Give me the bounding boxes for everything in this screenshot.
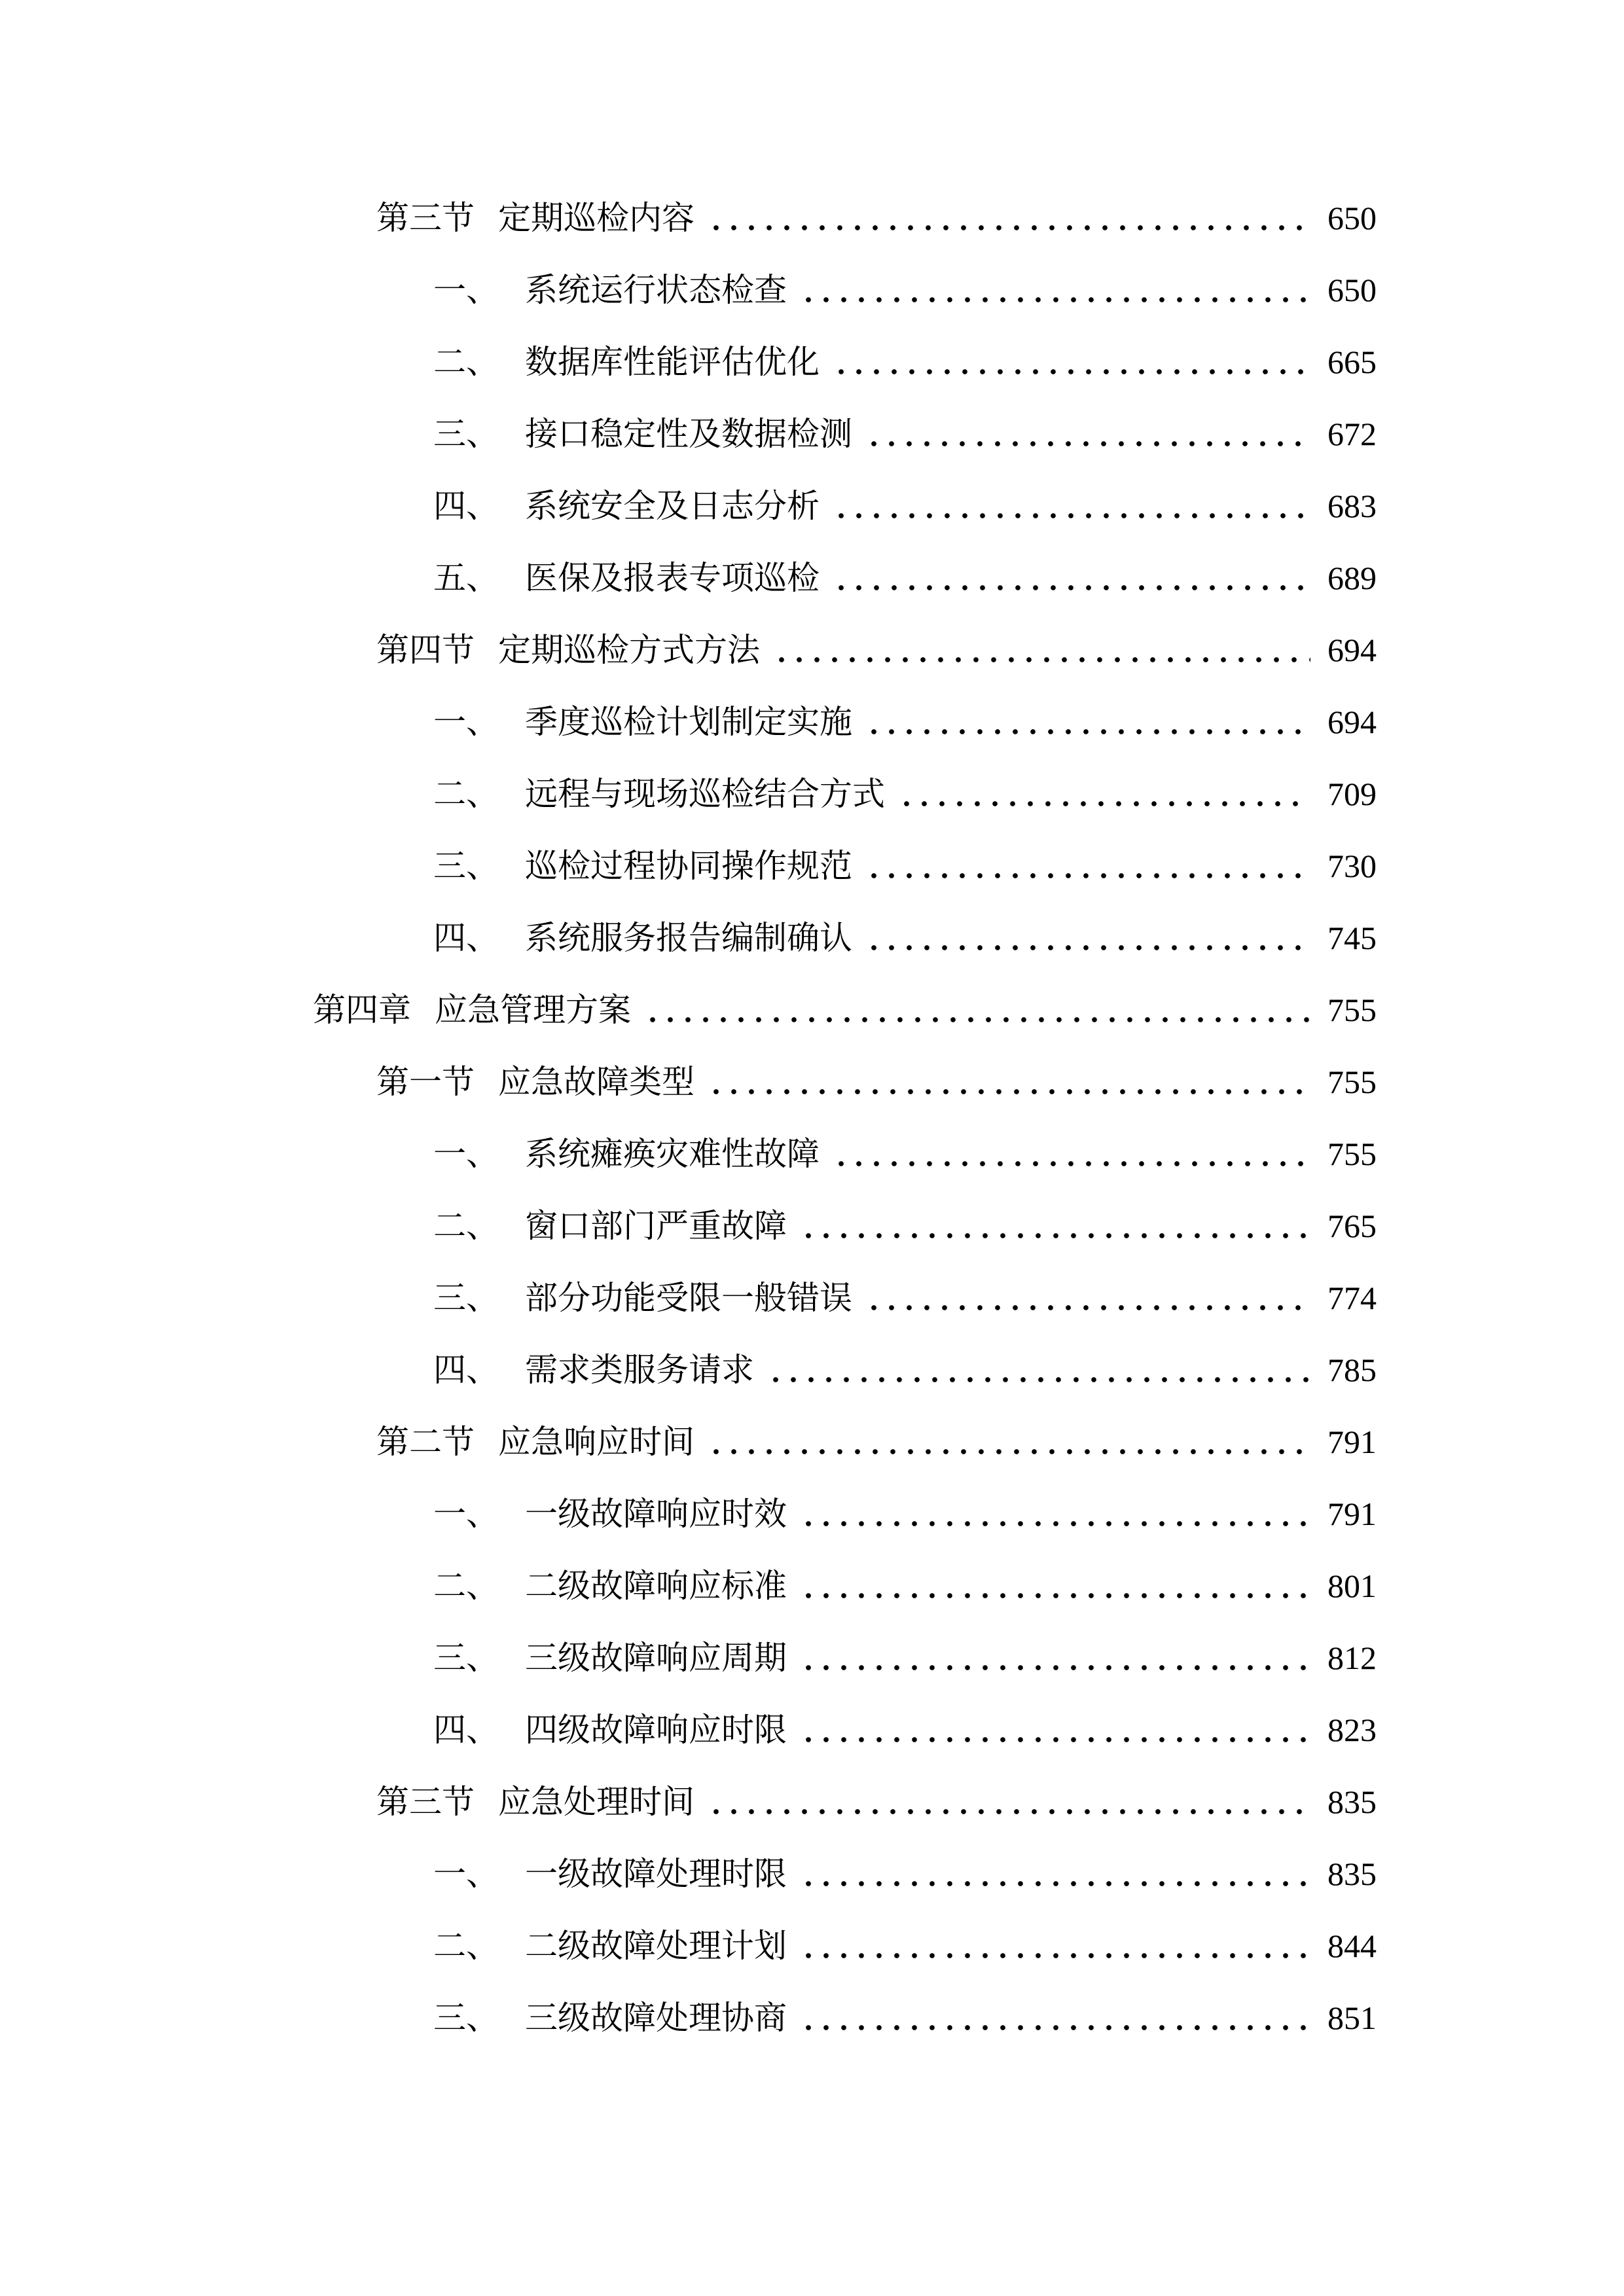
toc-entry-page: 755 xyxy=(1327,1136,1377,1172)
dot-leader xyxy=(708,182,1310,254)
toc-entry-title: 应急管理方案 xyxy=(435,992,631,1028)
toc-entry[interactable] xyxy=(0,1478,1377,1550)
toc-entry-page: 745 xyxy=(1327,920,1377,956)
toc-entry-page: 835 xyxy=(1327,1856,1377,1892)
toc-entry-title: 巡检过程协同操作规范 xyxy=(525,848,852,884)
dot-leader xyxy=(865,1262,1310,1334)
toc-entry-page: 665 xyxy=(1327,344,1377,380)
dot-leader xyxy=(898,758,1310,830)
toc-entry-title: 系统瘫痪灾难性故障 xyxy=(525,1136,820,1172)
toc-entry[interactable] xyxy=(0,1406,1377,1478)
toc-entry[interactable] xyxy=(0,686,1377,758)
toc-entry-page: 785 xyxy=(1327,1352,1377,1388)
toc-entry-label: 一、 xyxy=(433,704,499,740)
toc-entry-label: 三、 xyxy=(433,2000,499,2036)
toc-entry-page: 709 xyxy=(1327,776,1377,812)
dot-leader xyxy=(833,542,1310,614)
toc-entry-title: 一级故障响应时效 xyxy=(525,1496,787,1532)
toc-entry[interactable] xyxy=(0,1766,1377,1838)
toc-entry[interactable] xyxy=(0,974,1377,1046)
toc-entry[interactable] xyxy=(0,470,1377,542)
toc-entry-label: 第一节 xyxy=(376,1064,475,1100)
toc-entry[interactable] xyxy=(0,758,1377,830)
toc-entry[interactable] xyxy=(0,398,1377,470)
toc-entry-page: 812 xyxy=(1327,1640,1377,1676)
toc-entry[interactable] xyxy=(0,1190,1377,1262)
toc-entry-title: 定期巡检内容 xyxy=(498,200,695,236)
toc-entry-title: 系统安全及日志分析 xyxy=(525,488,820,524)
toc-entry-page: 730 xyxy=(1327,848,1377,884)
toc-entry-label: 第二节 xyxy=(376,1424,475,1460)
toc-entry[interactable] xyxy=(0,1262,1377,1334)
toc-entry-label: 二、 xyxy=(433,1208,499,1244)
dot-leader xyxy=(800,1478,1310,1550)
toc-entry-title: 定期巡检方式方法 xyxy=(498,632,760,668)
toc-entry-title: 二级故障处理计划 xyxy=(525,1928,787,1964)
toc-entry-title: 三级故障响应周期 xyxy=(525,1640,787,1676)
toc-entry-page: 694 xyxy=(1327,632,1377,668)
toc-entry-page: 844 xyxy=(1327,1928,1377,1964)
toc-entry-label: 一、 xyxy=(433,1136,499,1172)
toc-entry-label: 第三节 xyxy=(376,200,475,236)
dot-leader xyxy=(800,1622,1310,1694)
toc-entry[interactable] xyxy=(0,902,1377,974)
toc-entry-label: 三、 xyxy=(433,1280,499,1316)
toc-entry-page: 801 xyxy=(1327,1568,1377,1604)
toc-entry-title: 系统运行状态检查 xyxy=(525,272,787,308)
dot-leader xyxy=(833,1118,1310,1190)
dot-leader xyxy=(800,1982,1310,2054)
toc-entry-title: 二级故障响应标准 xyxy=(525,1568,787,1604)
toc-entry-label: 一、 xyxy=(433,1496,499,1532)
dot-leader xyxy=(708,1406,1310,1478)
toc-entry-label: 四、 xyxy=(433,488,499,524)
toc-entry-page: 765 xyxy=(1327,1208,1377,1244)
toc-entry-label: 二、 xyxy=(433,776,499,812)
toc-entry-label: 一、 xyxy=(433,272,499,308)
toc-entry[interactable] xyxy=(0,1334,1377,1406)
toc-entry-title: 系统服务报告编制确认 xyxy=(525,920,852,956)
toc-entry-label: 二、 xyxy=(433,1568,499,1604)
toc-entry[interactable] xyxy=(0,254,1377,326)
toc-entry-title: 应急处理时间 xyxy=(498,1784,695,1820)
toc-entry[interactable] xyxy=(0,1046,1377,1118)
toc-entry-title: 数据库性能评估优化 xyxy=(525,344,820,380)
dot-leader xyxy=(708,1766,1310,1838)
dot-leader xyxy=(800,1694,1310,1766)
dot-leader xyxy=(833,326,1310,398)
toc-entry[interactable] xyxy=(0,326,1377,398)
toc-entry[interactable] xyxy=(0,1982,1377,2054)
toc-entry-page: 791 xyxy=(1327,1496,1377,1532)
toc-entry-label: 三、 xyxy=(433,416,499,452)
toc-entry-label: 二、 xyxy=(433,1928,499,1964)
toc-entry-page: 683 xyxy=(1327,488,1377,524)
dot-leader xyxy=(767,1334,1310,1406)
toc-entry-label: 五、 xyxy=(433,560,499,596)
toc-entry-title: 应急故障类型 xyxy=(498,1064,695,1100)
dot-leader xyxy=(800,254,1310,326)
dot-leader xyxy=(833,470,1310,542)
toc-entry-title: 远程与现场巡检结合方式 xyxy=(525,776,885,812)
toc-entry-label: 一、 xyxy=(433,1856,499,1892)
dot-leader xyxy=(644,974,1310,1046)
dot-leader xyxy=(800,1910,1310,1982)
toc-entry[interactable] xyxy=(0,1694,1377,1766)
toc-entry-title: 窗口部门严重故障 xyxy=(525,1208,787,1244)
toc-entry-title: 接口稳定性及数据检测 xyxy=(525,416,852,452)
toc-entry-title: 医保及报表专项巡检 xyxy=(525,560,820,596)
dot-leader xyxy=(800,1190,1310,1262)
toc-entry[interactable] xyxy=(0,1838,1377,1910)
toc-entry-title: 一级故障处理时限 xyxy=(525,1856,787,1892)
toc-entry-label: 四、 xyxy=(433,1712,499,1748)
toc-entry-label: 四、 xyxy=(433,920,499,956)
dot-leader xyxy=(865,902,1310,974)
toc-entry-title: 应急响应时间 xyxy=(498,1424,695,1460)
toc-entry-label: 三、 xyxy=(433,848,499,884)
toc-entry-label: 四、 xyxy=(433,1352,499,1388)
toc-entry-page: 835 xyxy=(1327,1784,1377,1820)
dot-leader xyxy=(708,1046,1310,1118)
toc-entry-title: 季度巡检计划制定实施 xyxy=(525,704,852,740)
toc-entry[interactable] xyxy=(0,182,1377,254)
toc-entry-page: 689 xyxy=(1327,560,1377,596)
toc-entry-page: 650 xyxy=(1327,200,1377,236)
toc-entry-label: 二、 xyxy=(433,344,499,380)
toc-entry[interactable] xyxy=(0,1550,1377,1622)
dot-leader xyxy=(865,686,1310,758)
toc-entry[interactable] xyxy=(0,1622,1377,1694)
toc-entry[interactable] xyxy=(0,1910,1377,1982)
toc-entry-title: 三级故障处理协商 xyxy=(525,2000,787,2036)
toc-entry-title: 部分功能受限一般错误 xyxy=(525,1280,852,1316)
toc-entry-page: 851 xyxy=(1327,2000,1377,2036)
toc-entry-page: 823 xyxy=(1327,1712,1377,1748)
dot-leader xyxy=(865,398,1310,470)
toc-entry-page: 672 xyxy=(1327,416,1377,452)
toc-entry-title: 需求类服务请求 xyxy=(525,1352,754,1388)
toc-entry-page: 755 xyxy=(1327,992,1377,1028)
toc-entry[interactable] xyxy=(0,542,1377,614)
toc-entry-label: 第四节 xyxy=(376,632,475,668)
toc-entry-page: 774 xyxy=(1327,1280,1377,1316)
toc-entry-page: 694 xyxy=(1327,704,1377,740)
toc-entry-page: 755 xyxy=(1327,1064,1377,1100)
dot-leader xyxy=(773,614,1310,686)
toc-entry-label: 第四章 xyxy=(313,992,411,1028)
toc-entry[interactable] xyxy=(0,1118,1377,1190)
toc-entry-label: 三、 xyxy=(433,1640,499,1676)
toc-entry-page: 650 xyxy=(1327,272,1377,308)
toc-entry-title: 四级故障响应时限 xyxy=(525,1712,787,1748)
toc-entry-page: 791 xyxy=(1327,1424,1377,1460)
dot-leader xyxy=(800,1550,1310,1622)
dot-leader xyxy=(865,830,1310,902)
toc-entry[interactable] xyxy=(0,830,1377,902)
toc-entry-label: 第三节 xyxy=(376,1784,475,1820)
dot-leader xyxy=(800,1838,1310,1910)
toc-entry[interactable] xyxy=(0,614,1377,686)
